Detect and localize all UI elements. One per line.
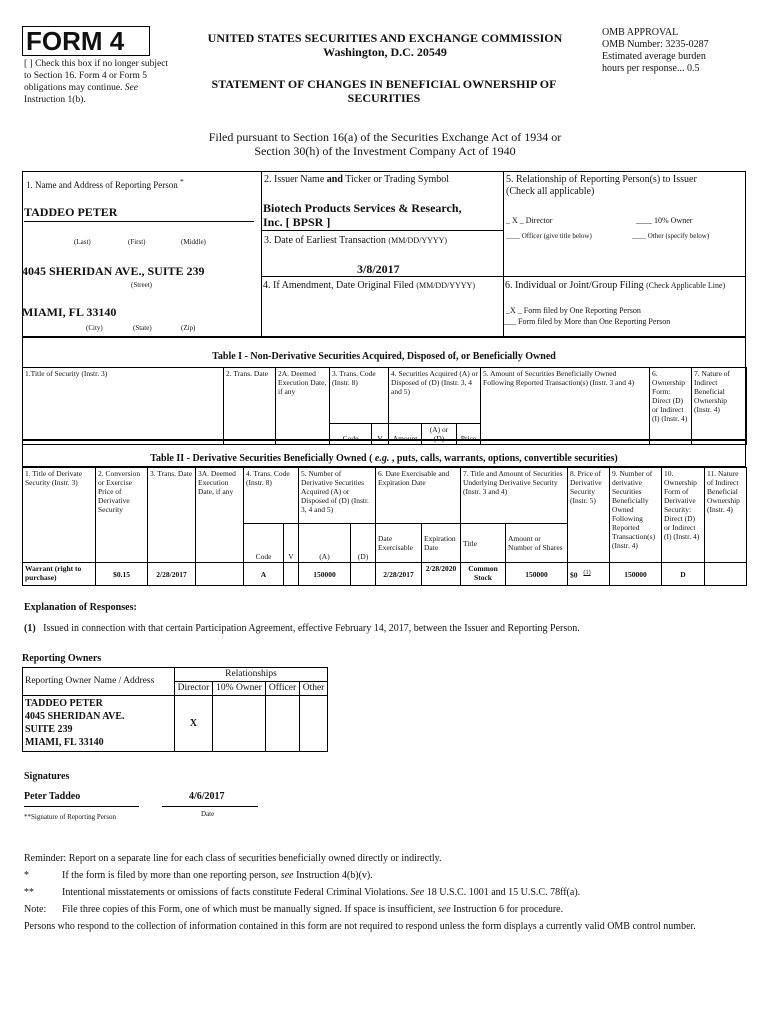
t2-row-shares: 150000 xyxy=(506,563,568,586)
t1-col-date: 2. Trans. Date xyxy=(224,368,276,445)
reporting-owners-table xyxy=(22,667,328,752)
t2-row-form: D xyxy=(662,563,705,586)
reporting-owners-heading: Reporting Owners xyxy=(22,653,102,664)
multi-person-filing-option[interactable]: ___ Form filed by More than One Reporting Person xyxy=(504,317,671,326)
single-person-filing-option[interactable]: _X _ Form filed by One Reporting Person xyxy=(506,306,641,315)
form-title-box xyxy=(22,26,150,56)
city-label: (City) xyxy=(86,324,103,332)
t2-row-price: $0.15 xyxy=(96,563,148,586)
table1-grid xyxy=(22,367,747,445)
note-text: File three copies of this Form, one of which must be manually signed. If space is insufficient, see Instruction 6 for procedure. xyxy=(62,904,564,915)
footnote-double-star-text: Intentional misstatements or omissions of facts constitute Federal Criminal Violations. See 18 U.S.C. 1001 and 15 U.S.C. 78ff(a). xyxy=(62,887,581,898)
t2-sub-v: V xyxy=(284,524,299,563)
t1-col-ownership: 6. Ownership Form: Direct (D) or Indirect (I) (Instr. 4) xyxy=(650,368,692,445)
footnote-link[interactable]: (1) xyxy=(583,569,591,577)
reminder-text: Reminder: Report on a separate line for each class of securities beneficially owned directly or indirectly. xyxy=(24,853,442,864)
director-checkbox[interactable]: _ X _ Director xyxy=(506,216,553,225)
earliest-transaction-date: 3/8/2017 xyxy=(357,262,400,276)
t2-sub-code: Code xyxy=(244,524,284,563)
t2-row-exp: 2/28/2020 xyxy=(422,563,461,586)
t2-col-owned: 9. Number of derivative Securities Beneficially Owned Following Reported Transaction(s) (Instr. 4) xyxy=(610,468,662,563)
t2-sub-d: (D) xyxy=(351,524,376,563)
t2-col-date: 3. Trans. Date xyxy=(148,468,196,563)
t1-col-deemed: 2A. Deemed Execution Date, if any xyxy=(276,368,330,445)
ten-percent-owner-checkbox[interactable]: ____ 10% Owner xyxy=(636,216,693,225)
t2-row-date-ex: 2/28/2017 xyxy=(376,563,422,586)
state-label: (State) xyxy=(133,324,152,332)
note-label: Note: xyxy=(24,904,47,915)
t2-sub-date-ex: Date Exercisable xyxy=(376,524,422,563)
t2-row-trans-date: 2/28/2017 xyxy=(148,563,196,586)
owner-address: TADDEO PETER 4045 SHERIDAN AVE. SUITE 239 MIAMI, FL 33140 xyxy=(23,696,175,752)
table2-grid xyxy=(22,467,747,586)
box6-label: 6. Individual or Joint/Group Filing (Check Applicable Line) xyxy=(505,280,726,291)
first-label: (First) xyxy=(128,238,146,246)
t2-row-acquired: 150000 xyxy=(299,563,351,586)
officer-checkbox[interactable]: ____ Officer (give title below) xyxy=(506,232,592,240)
t2-col-price: 8. Price of Derivative Security (Instr. 5) xyxy=(568,468,610,563)
t1-sub-v: V xyxy=(372,424,389,445)
footnote-star: * xyxy=(24,870,29,881)
box5-label: 5. Relationship of Reporting Person(s) to Issuer (Check all applicable) xyxy=(506,174,697,197)
t2-col-number: 5. Number of Derivative Securities Acquired (A) or Disposed of (D) (Instr. 3, 4 and 5) xyxy=(299,468,376,524)
t1-sub-amount: Amount xyxy=(389,424,422,445)
reporting-person-city: MIAMI, FL 33140 xyxy=(22,305,117,319)
t2-row-deriv-price: $0 $^{(1)}$ xyxy=(568,563,610,586)
explanation-item: (1) Issued in connection with that certain Participation Agreement, effective February 14, 2017, between the Issuer and Reporting Person. xyxy=(24,623,580,634)
t1-sub-code: Code xyxy=(330,424,372,445)
table-row xyxy=(23,563,747,586)
owners-col-name: Reporting Owner Name / Address xyxy=(23,668,175,696)
no-longer-subject-checkbox[interactable]: [ ] Check this box if no longer subject to Section 16. Form 4 or Form 5 obligations may continue. See Instruction 1(b). xyxy=(24,59,169,105)
t2-sub-title: Title xyxy=(461,524,506,563)
t2-col-nature: 11. Nature of Indirect Beneficial Ownership (Instr. 4) xyxy=(705,468,747,563)
signature-label: **Signature of Reporting Person xyxy=(24,813,116,821)
box2-label: 2. Issuer Name and Ticker or Trading Symbol xyxy=(264,174,450,185)
reporting-person-name: TADDEO PETER xyxy=(24,205,118,219)
last-label: (Last) xyxy=(74,238,91,246)
omb-control-notice: Persons who respond to the collection of information contained in this form are not required to respond unless the form displays a currently valid OMB control number. xyxy=(24,921,696,932)
issuer-name: Biotech Products Services & Research, Inc. [ BPSR ] xyxy=(263,201,462,229)
signer-name: Peter Taddeo xyxy=(24,791,81,802)
t1-col-code: 3. Trans. Code (Instr. 8) xyxy=(330,368,389,424)
owners-col-director: Director xyxy=(175,682,213,696)
box3-label: 3. Date of Earliest Transaction (MM/DD/YYYY) xyxy=(264,235,448,246)
box4-label: 4. If Amendment, Date Original Filed (MM/DD/YYYY) xyxy=(263,280,475,291)
signature-date: 4/6/2017 xyxy=(189,791,225,802)
t2-row-owned: 150000 xyxy=(610,563,662,586)
t1-col-title: 1.Title of Security (Instr. 3) xyxy=(23,368,224,445)
owners-relationships: Relationships xyxy=(175,668,328,682)
form-title: FORM 4 xyxy=(26,26,125,56)
t1-col-amount: 5. Amount of Securities Beneficially Owned Following Reported Transaction(s) (Instr. 3 and 4) xyxy=(481,368,650,445)
t1-col-nature: 7. Nature of Indirect Beneficial Ownership (Instr. 4) xyxy=(692,368,747,445)
box1-label: 1. Name and Address of Reporting Person * xyxy=(26,177,184,190)
t2-col-code: 4. Trans. Code (Instr. 8) xyxy=(244,468,299,524)
omb-approval: OMB APPROVAL OMB Number: 3235-0287 Estimated average burden hours per response... 0.5 xyxy=(602,27,709,74)
footnote-double-star: ** xyxy=(24,887,34,898)
t2-sub-exp: Expiration Date xyxy=(422,524,461,563)
t2-row-security: Warrant (right to purchase) xyxy=(23,563,96,586)
t2-row-code: A xyxy=(244,563,284,586)
statement-title: STATEMENT OF CHANGES IN BENEFICIAL OWNERSHIP OF SECURITIES xyxy=(211,77,557,105)
table1-title: Table I - Non-Derivative Securities Acquired, Disposed of, or Beneficially Owned xyxy=(212,351,556,362)
t2-row-title: Common Stock xyxy=(461,563,506,586)
date-label: Date xyxy=(201,810,215,818)
reporting-person-street: 4045 SHERIDAN AVE., SUITE 239 xyxy=(22,264,205,278)
footnote-star-text: If the form is filed by more than one reporting person, see Instruction 4(b)(v). xyxy=(62,870,373,881)
table-row xyxy=(23,696,328,752)
t1-col-acquired: 4. Securities Acquired (A) or Disposed of (D) (Instr. 3, 4 and 5) xyxy=(389,368,481,424)
other-checkbox[interactable]: ____ Other (specify below) xyxy=(632,232,710,240)
agency-name: UNITED STATES SECURITIES AND EXCHANGE COMMISSION Washington, D.C. 20549 xyxy=(207,31,563,59)
middle-label: (Middle) xyxy=(181,238,206,246)
t2-sub-shares: Amount or Number of Shares xyxy=(506,524,568,563)
zip-label: (Zip) xyxy=(181,324,196,332)
owners-col-other: Other xyxy=(300,682,328,696)
table2-title: Table II - Derivative Securities Beneficially Owned ( e.g. , puts, calls, warrants, options, convertible securities) xyxy=(150,453,618,464)
signatures-heading: Signatures xyxy=(24,771,70,782)
owners-col-officer: Officer xyxy=(266,682,300,696)
street-label: (Street) xyxy=(131,281,152,289)
t2-col-form: 10. Ownership Form of Derivative Security: Direct (D) or Indirect (I) (Instr. 4) xyxy=(662,468,705,563)
t1-sub-aord: (A) or (D) xyxy=(422,424,457,445)
t1-sub-price: Price xyxy=(457,424,481,445)
t2-col-deemed: 3A. Deemed Execution Date, if any xyxy=(196,468,244,563)
t2-sub-a: (A) xyxy=(299,524,351,563)
t2-col-title: 1. Title of Derivate Security (Instr. 3) xyxy=(23,468,96,563)
t2-col-exercisable: 6. Date Exercisable and Expiration Date xyxy=(376,468,461,524)
owners-col-ten: 10% Owner xyxy=(213,682,266,696)
t2-col-conversion: 2. Conversion or Exercise Price of Derivative Security xyxy=(96,468,148,563)
filed-pursuant-text: Filed pursuant to Section 16(a) of the Securities Exchange Act of 1934 or Section 30(h) of the Investment Company Act of 1940 xyxy=(208,130,562,158)
t2-col-underlying: 7. Title and Amount of Securities Underlying Derivative Security (Instr. 3 and 4) xyxy=(461,468,568,524)
owner-director-mark: X xyxy=(175,696,213,752)
explanation-heading: Explanation of Responses: xyxy=(24,602,137,613)
